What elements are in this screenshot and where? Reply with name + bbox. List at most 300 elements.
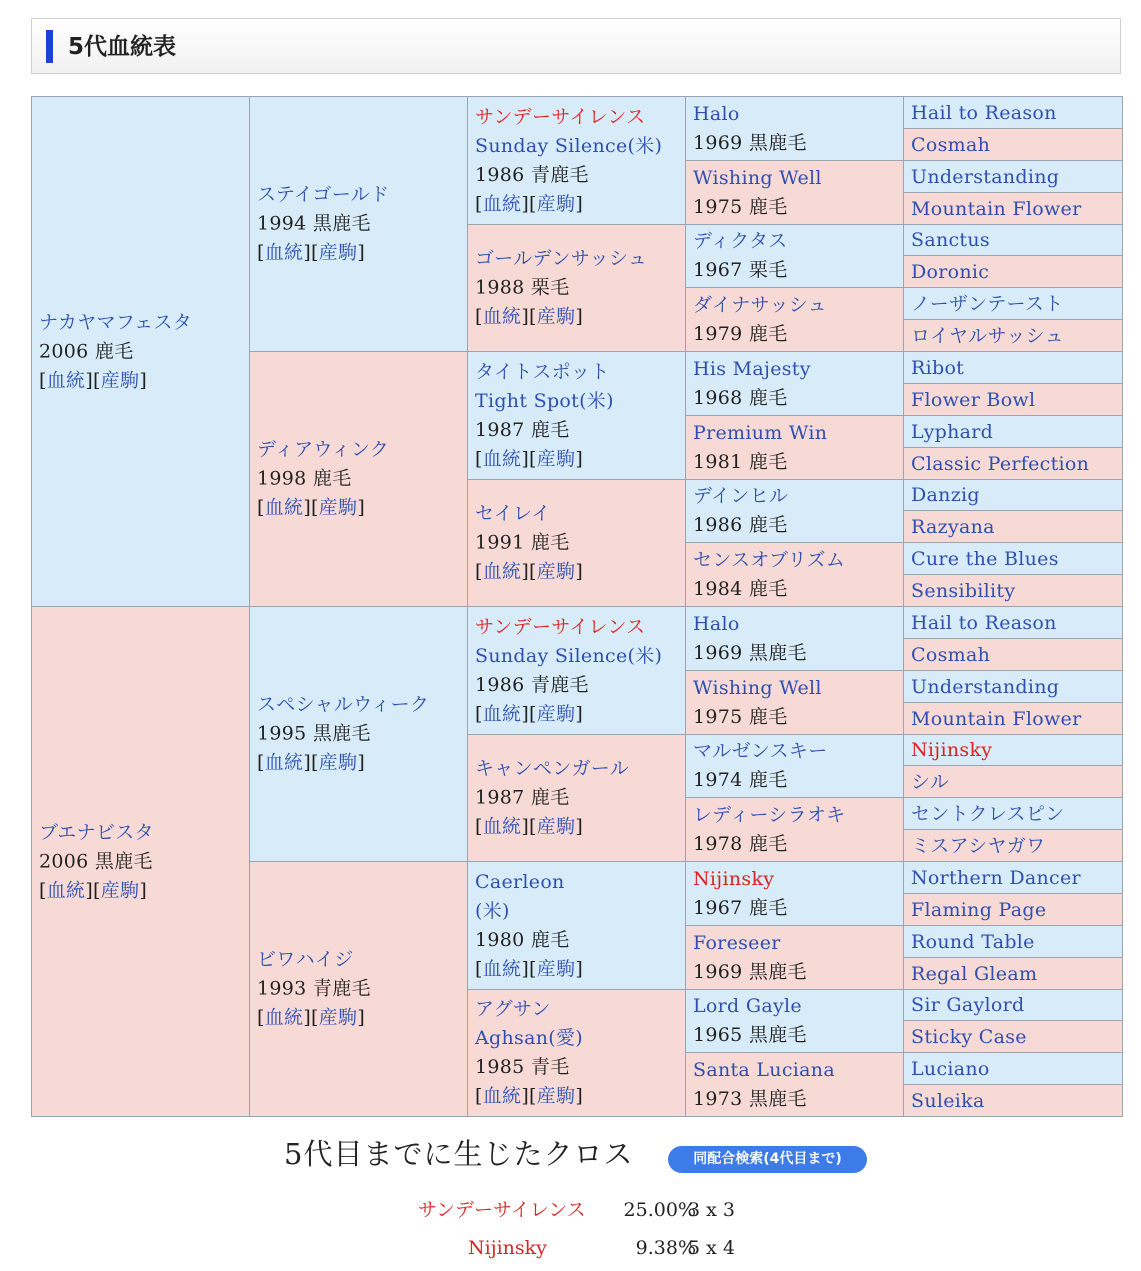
pedigree-cell-gen1 [32, 97, 250, 607]
horse-name-link[interactable]: Northern Dancer [911, 866, 1081, 889]
pedigree-link[interactable]: 血統 [264, 751, 304, 774]
horse-name-link[interactable]: Sir Gaylord [911, 994, 1025, 1016]
pedigree-cell-content [693, 482, 899, 540]
bracket: ][ [521, 957, 537, 980]
horse-name-link[interactable]: アグサン [475, 998, 551, 1020]
pedigree-cell-content [911, 993, 1118, 1017]
pedigree-cell-content [911, 579, 1118, 603]
pedigree-cell-content [693, 1056, 899, 1114]
horse-name-link[interactable]: Flower Bowl [911, 388, 1036, 411]
horse-name-alt-link[interactable]: (米) [475, 899, 510, 922]
horse-name-link[interactable]: Understanding [911, 165, 1060, 188]
pedigree-cell-gen4 [686, 926, 904, 990]
horse-name-link[interactable]: Luciano [911, 1057, 990, 1080]
pedigree-cell-gen4 [686, 480, 904, 543]
horse-name-alt-link[interactable]: Tight Spot(米) [475, 389, 614, 412]
pedigree-cell-gen4 [686, 735, 904, 798]
pedigree-offspring-links [257, 1004, 463, 1033]
pedigree-table [31, 96, 1123, 1117]
pedigree-cell-content [693, 865, 899, 923]
pedigree-cell-content [475, 103, 681, 219]
pedigree-cell-content [475, 868, 681, 984]
horse-name-alt-link[interactable]: Sunday Silence(米) [475, 134, 663, 157]
pedigree-cell-gen5 [904, 161, 1123, 193]
bracket: ][ [521, 192, 537, 215]
pedigree-link[interactable]: 血統 [264, 1006, 304, 1029]
pedigree-cell-content [475, 995, 681, 1111]
pedigree-link[interactable]: 血統 [482, 305, 522, 328]
pedigree-cell-gen5 [904, 511, 1123, 543]
bracket: [ [475, 815, 483, 838]
bracket: [ [475, 560, 483, 583]
pedigree-offspring-links [475, 558, 681, 587]
offspring-link[interactable]: 産駒 [318, 751, 358, 774]
pedigree-link[interactable]: 血統 [482, 192, 522, 215]
horse-name-link[interactable]: Classic Perfection [911, 452, 1090, 475]
pedigree-offspring-links [475, 1082, 681, 1111]
bracket: ][ [303, 1006, 319, 1029]
bracket: ] [357, 1006, 366, 1029]
pedigree-cell-content [39, 818, 245, 905]
pedigree-cell-gen4 [686, 798, 904, 862]
pedigree-offspring-links [257, 494, 463, 523]
pedigree-cell-gen5 [904, 894, 1123, 926]
pedigree-cell-content [693, 929, 899, 987]
bracket: ][ [521, 560, 537, 583]
birth-year-color: 2006 鹿毛 [39, 340, 134, 362]
horse-name-link[interactable]: Cosmah [911, 643, 991, 666]
pedigree-offspring-links [39, 876, 245, 905]
pedigree-cell-gen5 [904, 320, 1123, 352]
offspring-link[interactable]: 産駒 [318, 241, 358, 264]
horse-name-link[interactable]: Santa Luciana [693, 1058, 835, 1081]
horse-name-link[interactable]: ゴールデンサッシュ [475, 247, 648, 270]
horse-name-link[interactable]: Round Table [911, 930, 1035, 953]
pedigree-cell-gen5 [904, 607, 1123, 639]
pedigree-offspring-links [475, 190, 681, 219]
horse-name-link[interactable]: Flaming Page [911, 898, 1047, 921]
pedigree-cell-content [911, 898, 1118, 922]
bracket: ] [575, 560, 584, 583]
cross-row [418, 1235, 748, 1261]
birth-year-color: 1969 黒鹿毛 [693, 960, 807, 983]
pedigree-cell-gen5 [904, 575, 1123, 607]
pedigree-cell-gen4 [686, 607, 904, 671]
horse-name-link[interactable]: キャンペンガール [475, 757, 630, 780]
pedigree-offspring-links [39, 366, 245, 395]
pedigree-cell-content [911, 547, 1118, 571]
pedigree-cell-content [911, 515, 1118, 539]
pedigree-link[interactable]: 血統 [264, 241, 304, 264]
pedigree-cell-gen3 [468, 735, 686, 862]
horse-name-link[interactable]: Sensibility [911, 579, 1016, 602]
cross-row [418, 1197, 748, 1223]
pedigree-cell-gen5 [904, 862, 1123, 894]
pedigree-cell-gen5 [904, 288, 1123, 320]
bracket: ] [357, 751, 366, 774]
horse-name-link[interactable]: ダイナサッシュ [693, 293, 827, 316]
bracket: ] [575, 305, 584, 328]
pedigree-cell-content [911, 770, 1118, 794]
pedigree-cell-gen5 [904, 1085, 1123, 1117]
horse-name-link[interactable]: レディーシラオキ [693, 803, 846, 826]
bracket: ][ [521, 1085, 537, 1107]
birth-year-color: 1985 青毛 [475, 1056, 570, 1078]
pedigree-cell-content [475, 500, 681, 587]
pedigree-cell-gen4 [686, 862, 904, 926]
pedigree-cell-gen4 [686, 225, 904, 288]
birth-year-color: 1980 鹿毛 [475, 928, 570, 951]
bracket: ][ [521, 702, 537, 725]
pedigree-cell-gen3 [468, 607, 686, 735]
pedigree-cell-gen5 [904, 97, 1123, 129]
cross-title: 5代目までに生じたクロス [284, 1137, 634, 1171]
bracket: ] [357, 241, 366, 264]
birth-year-color: 1984 鹿毛 [693, 577, 788, 600]
pedigree-cell-gen5 [904, 416, 1123, 448]
pedigree-cell-gen5 [904, 480, 1123, 511]
bracket: ][ [303, 496, 319, 519]
horse-name-link[interactable]: Ribot [911, 356, 965, 379]
pedigree-cell-content [475, 245, 681, 332]
birth-year-color: 1978 鹿毛 [693, 832, 788, 855]
pedigree-offspring-links [475, 813, 681, 842]
offspring-link[interactable]: 産駒 [536, 957, 576, 980]
section-title: 5代血統表 [68, 34, 177, 60]
pedigree-link[interactable]: 血統 [482, 815, 522, 838]
birth-year-color: 1979 鹿毛 [693, 322, 788, 345]
birth-year-color: 1975 鹿毛 [693, 705, 788, 728]
horse-name-link[interactable]: Caerleon [475, 870, 565, 893]
pedigree-cell-content [693, 801, 899, 859]
birth-year-color: 1967 栗毛 [693, 259, 788, 281]
pedigree-cell-content [693, 355, 899, 413]
horse-name-link[interactable]: Doronic [911, 260, 990, 283]
pedigree-cell-content [911, 420, 1118, 444]
pedigree-cell-gen3 [468, 862, 686, 990]
horse-name-link[interactable]: ディアウィンク [257, 438, 390, 461]
pedigree-cell-gen5 [904, 352, 1123, 384]
pedigree-cell-gen3 [468, 352, 686, 480]
bracket: ][ [85, 369, 101, 391]
pedigree-cell-content [911, 483, 1118, 507]
pedigree-cell-gen3 [468, 97, 686, 225]
bracket: [ [475, 305, 483, 328]
horse-name-alt-link[interactable]: Aghsan(愛) [475, 1027, 583, 1049]
birth-year-color: 1969 黒鹿毛 [693, 641, 807, 664]
horse-name-link[interactable]: Wishing Well [693, 166, 822, 189]
pedigree-cell-gen4 [686, 543, 904, 607]
bracket: [ [257, 1006, 265, 1029]
offspring-link[interactable]: 産駒 [536, 702, 576, 725]
horse-name-link[interactable]: セントクレスピン [911, 802, 1065, 825]
horse-name-link[interactable]: Nijinsky [693, 867, 775, 890]
pedigree-cell-content [911, 324, 1118, 348]
section-header [31, 18, 1121, 74]
pedigree-cell-gen4 [686, 1053, 904, 1117]
pedigree-cell-gen5 [904, 990, 1123, 1021]
horse-name-link[interactable]: マルゼンスキー [693, 740, 828, 762]
horse-name-link[interactable]: Razyana [911, 515, 995, 538]
pedigree-link[interactable]: 血統 [46, 369, 86, 391]
pedigree-cell-content [257, 691, 463, 778]
bracket: ][ [521, 305, 537, 328]
pedigree-cell-content [911, 292, 1118, 316]
pedigree-cell-gen4 [686, 990, 904, 1053]
horse-name-link[interactable]: センスオブリズム [693, 548, 846, 571]
horse-name-link[interactable]: スペシャルウィーク [257, 693, 430, 716]
pedigree-cell-gen5 [904, 703, 1123, 735]
bracket: ] [357, 496, 366, 519]
pedigree-link[interactable]: 血統 [482, 447, 522, 470]
pedigree-cell-content [911, 133, 1118, 157]
birth-year-color: 1995 黒鹿毛 [257, 722, 371, 745]
horse-name-link[interactable]: ミスアシヤガワ [911, 834, 1046, 857]
horse-name-link[interactable]: シル [911, 770, 950, 793]
pedigree-cell-gen5 [904, 1021, 1123, 1053]
horse-name-link[interactable]: Danzig [911, 484, 980, 506]
pedigree-cell-gen4 [686, 288, 904, 352]
bracket: [ [475, 957, 483, 980]
pedigree-cell-content [911, 930, 1118, 954]
offspring-link[interactable]: 産駒 [318, 1006, 358, 1029]
offspring-link[interactable]: 産駒 [318, 496, 358, 519]
birth-year-color: 1998 鹿毛 [257, 467, 352, 490]
horse-name-link[interactable]: Hail to Reason [911, 611, 1057, 634]
horse-name-link[interactable]: Suleika [911, 1089, 985, 1112]
pedigree-cell-content [911, 643, 1118, 667]
pedigree-offspring-links [475, 445, 681, 474]
cross-generation: 3 x 3 [688, 1199, 735, 1221]
bracket: ][ [303, 751, 319, 774]
horse-name-link[interactable]: Mountain Flower [911, 707, 1082, 730]
pedigree-cell-content [911, 962, 1118, 986]
pedigree-offspring-links [257, 239, 463, 268]
same-mating-search-button[interactable]: 同配合検索(4代目まで) [668, 1146, 867, 1173]
pedigree-offspring-links [257, 749, 463, 778]
bracket: ] [575, 192, 584, 215]
pedigree-cell-gen5 [904, 798, 1123, 830]
birth-year-color: 1986 青鹿毛 [475, 673, 589, 696]
pedigree-cell-gen4 [686, 416, 904, 480]
horse-name-link[interactable]: Lord Gayle [693, 995, 802, 1017]
pedigree-cell-gen3 [468, 480, 686, 607]
pedigree-cell-gen2 [250, 607, 468, 862]
birth-year-color: 1988 栗毛 [475, 276, 570, 299]
offspring-link[interactable]: 産駒 [536, 192, 576, 215]
cross-generation: 5 x 4 [688, 1237, 735, 1259]
horse-name-link[interactable]: Cure the Blues [911, 547, 1059, 570]
pedigree-cell-content [911, 866, 1118, 890]
birth-year-color: 1991 鹿毛 [475, 531, 570, 554]
pedigree-cell-content [257, 181, 463, 268]
horse-name-link[interactable]: Halo [693, 102, 740, 125]
birth-year-color: 1986 青鹿毛 [475, 163, 589, 186]
horse-name-link[interactable]: ノーザンテースト [911, 292, 1064, 315]
bracket: ] [575, 1085, 584, 1107]
horse-name-link[interactable]: Premium Win [693, 421, 828, 444]
pedigree-cell-gen5 [904, 1053, 1123, 1085]
bracket: [ [475, 1085, 483, 1107]
horse-name-link[interactable]: Halo [693, 612, 740, 635]
pedigree-cell-content [693, 674, 899, 732]
pedigree-link[interactable]: 血統 [482, 1085, 522, 1107]
birth-year-color: 1969 黒鹿毛 [693, 131, 807, 154]
birth-year-color: 1973 黒鹿毛 [693, 1087, 807, 1110]
pedigree-link[interactable]: 血統 [482, 702, 522, 725]
pedigree-cell-content [911, 101, 1118, 125]
pedigree-cell-gen5 [904, 448, 1123, 480]
pedigree-cell-content [911, 707, 1118, 731]
pedigree-cell-content [911, 1089, 1118, 1113]
horse-name-link[interactable]: タイトスポット [475, 360, 610, 383]
pedigree-cell-content [911, 834, 1118, 858]
pedigree-cell-content [475, 755, 681, 842]
pedigree-cell-content [911, 165, 1118, 189]
pedigree-cell-content [911, 1025, 1118, 1049]
horse-name-link[interactable]: セイレイ [475, 502, 551, 525]
horse-name-link[interactable]: ビワハイジ [257, 948, 354, 971]
bracket: ][ [521, 815, 537, 838]
bracket: [ [475, 447, 483, 470]
header-accent-bar [46, 30, 53, 63]
birth-year-color: 1986 鹿毛 [693, 514, 788, 536]
pedigree-cell-gen3 [468, 225, 686, 352]
cross-horse-name[interactable]: Nijinsky [468, 1237, 547, 1259]
pedigree-cell-content [911, 260, 1118, 284]
horse-name-link[interactable]: Nijinsky [911, 739, 993, 761]
pedigree-cell-content [911, 802, 1118, 826]
bracket: ] [575, 957, 584, 980]
bracket: ] [575, 702, 584, 725]
horse-name-link[interactable]: Sticky Case [911, 1025, 1027, 1048]
horse-name-link[interactable]: Hail to Reason [911, 101, 1057, 124]
pedigree-cell-gen5 [904, 256, 1123, 288]
horse-name-link[interactable]: Lyphard [911, 420, 994, 443]
pedigree-cell-content [693, 227, 899, 285]
bracket: ][ [521, 447, 537, 470]
pedigree-link[interactable]: 血統 [482, 560, 522, 583]
pedigree-cell-gen5 [904, 766, 1123, 798]
horse-name-link[interactable]: Cosmah [911, 133, 991, 156]
offspring-link[interactable]: 産駒 [100, 369, 140, 391]
pedigree-cell-gen2 [250, 862, 468, 1117]
pedigree-cell-gen5 [904, 639, 1123, 671]
pedigree-cell-gen5 [904, 958, 1123, 990]
pedigree-cell-gen3 [468, 990, 686, 1117]
pedigree-offspring-links [475, 955, 681, 984]
pedigree-link[interactable]: 血統 [46, 879, 86, 901]
pedigree-cell-content [693, 419, 899, 477]
horse-name-link[interactable]: ディクタス [693, 230, 788, 252]
birth-year-color: 1994 黒鹿毛 [257, 212, 371, 235]
pedigree-link[interactable]: 血統 [264, 496, 304, 519]
bracket: ] [575, 815, 584, 838]
offspring-link[interactable]: 産駒 [100, 879, 140, 901]
pedigree-cell-gen5 [904, 926, 1123, 958]
pedigree-cell-content [911, 738, 1118, 762]
pedigree-cell-gen2 [250, 97, 468, 352]
bracket: ] [575, 447, 584, 470]
pedigree-link[interactable]: 血統 [482, 957, 522, 980]
horse-name-link[interactable]: Mountain Flower [911, 197, 1082, 220]
pedigree-cell-content [693, 992, 899, 1050]
pedigree-cell-content [911, 611, 1118, 635]
horse-name-link[interactable]: ステイゴールド [257, 183, 390, 206]
horse-name-link[interactable]: ロイヤルサッシュ [911, 324, 1064, 347]
pedigree-cell-content [911, 197, 1118, 221]
pedigree-cell-content [475, 358, 681, 474]
horse-name-link[interactable]: サンデーサイレンス [475, 105, 646, 128]
pedigree-cell-content [693, 291, 899, 349]
offspring-link[interactable]: 産駒 [536, 1085, 576, 1107]
horse-name-link[interactable]: Foreseer [693, 931, 781, 954]
horse-name-link[interactable]: Sanctus [911, 229, 990, 251]
offspring-link[interactable]: 産駒 [536, 447, 576, 470]
bracket: [ [257, 241, 265, 264]
bracket: [ [257, 496, 265, 519]
bracket: ] [139, 879, 148, 901]
horse-name-link[interactable]: デインヒル [693, 485, 789, 507]
pedigree-cell-gen4 [686, 352, 904, 416]
pedigree-cell-content [911, 228, 1118, 252]
bracket: [ [39, 369, 47, 391]
horse-name-link[interactable]: His Majesty [693, 357, 811, 380]
cross-percentage: 25.00% [623, 1199, 696, 1221]
pedigree-cell-content [475, 613, 681, 729]
pedigree-cell-content [693, 100, 899, 158]
horse-name-alt-link[interactable]: Sunday Silence(米) [475, 644, 663, 667]
birth-year-color: 2006 黒鹿毛 [39, 850, 153, 872]
pedigree-cell-content [257, 436, 463, 523]
pedigree-cell-content [911, 356, 1118, 380]
pedigree-cell-content [911, 1057, 1118, 1081]
offspring-link[interactable]: 産駒 [536, 815, 576, 838]
bracket: ] [139, 369, 148, 391]
bracket: [ [475, 192, 483, 215]
pedigree-offspring-links [475, 700, 681, 729]
horse-name-link[interactable]: サンデーサイレンス [475, 615, 646, 638]
horse-name-link[interactable]: Wishing Well [693, 676, 822, 699]
bracket: [ [475, 702, 483, 725]
pedigree-cell-gen4 [686, 97, 904, 161]
birth-year-color: 1981 鹿毛 [693, 450, 788, 473]
pedigree-cell-gen5 [904, 671, 1123, 703]
horse-name-link[interactable]: ナカヤマフェスタ [39, 311, 193, 333]
bracket: ][ [303, 241, 319, 264]
pedigree-cell-gen4 [686, 161, 904, 225]
horse-name-link[interactable]: Understanding [911, 675, 1060, 698]
offspring-link[interactable]: 産駒 [536, 560, 576, 583]
pedigree-cell-gen5 [904, 193, 1123, 225]
horse-name-link[interactable]: ブエナビスタ [39, 821, 154, 843]
pedigree-cell-content [693, 546, 899, 604]
pedigree-cell-gen1 [32, 607, 250, 1117]
offspring-link[interactable]: 産駒 [536, 305, 576, 328]
pedigree-cell-content [693, 610, 899, 668]
pedigree-cell-content [39, 308, 245, 395]
pedigree-cell-content [693, 737, 899, 795]
cross-horse-name[interactable]: サンデーサイレンス [418, 1199, 586, 1221]
birth-year-color: 1968 鹿毛 [693, 386, 788, 409]
pedigree-cell-gen5 [904, 225, 1123, 256]
birth-year-color: 1993 青鹿毛 [257, 977, 371, 1000]
horse-name-link[interactable]: Regal Gleam [911, 962, 1038, 985]
pedigree-cell-content [911, 388, 1118, 412]
pedigree-cell-gen2 [250, 352, 468, 607]
pedigree-cell-gen5 [904, 735, 1123, 766]
pedigree-cell-gen4 [686, 671, 904, 735]
